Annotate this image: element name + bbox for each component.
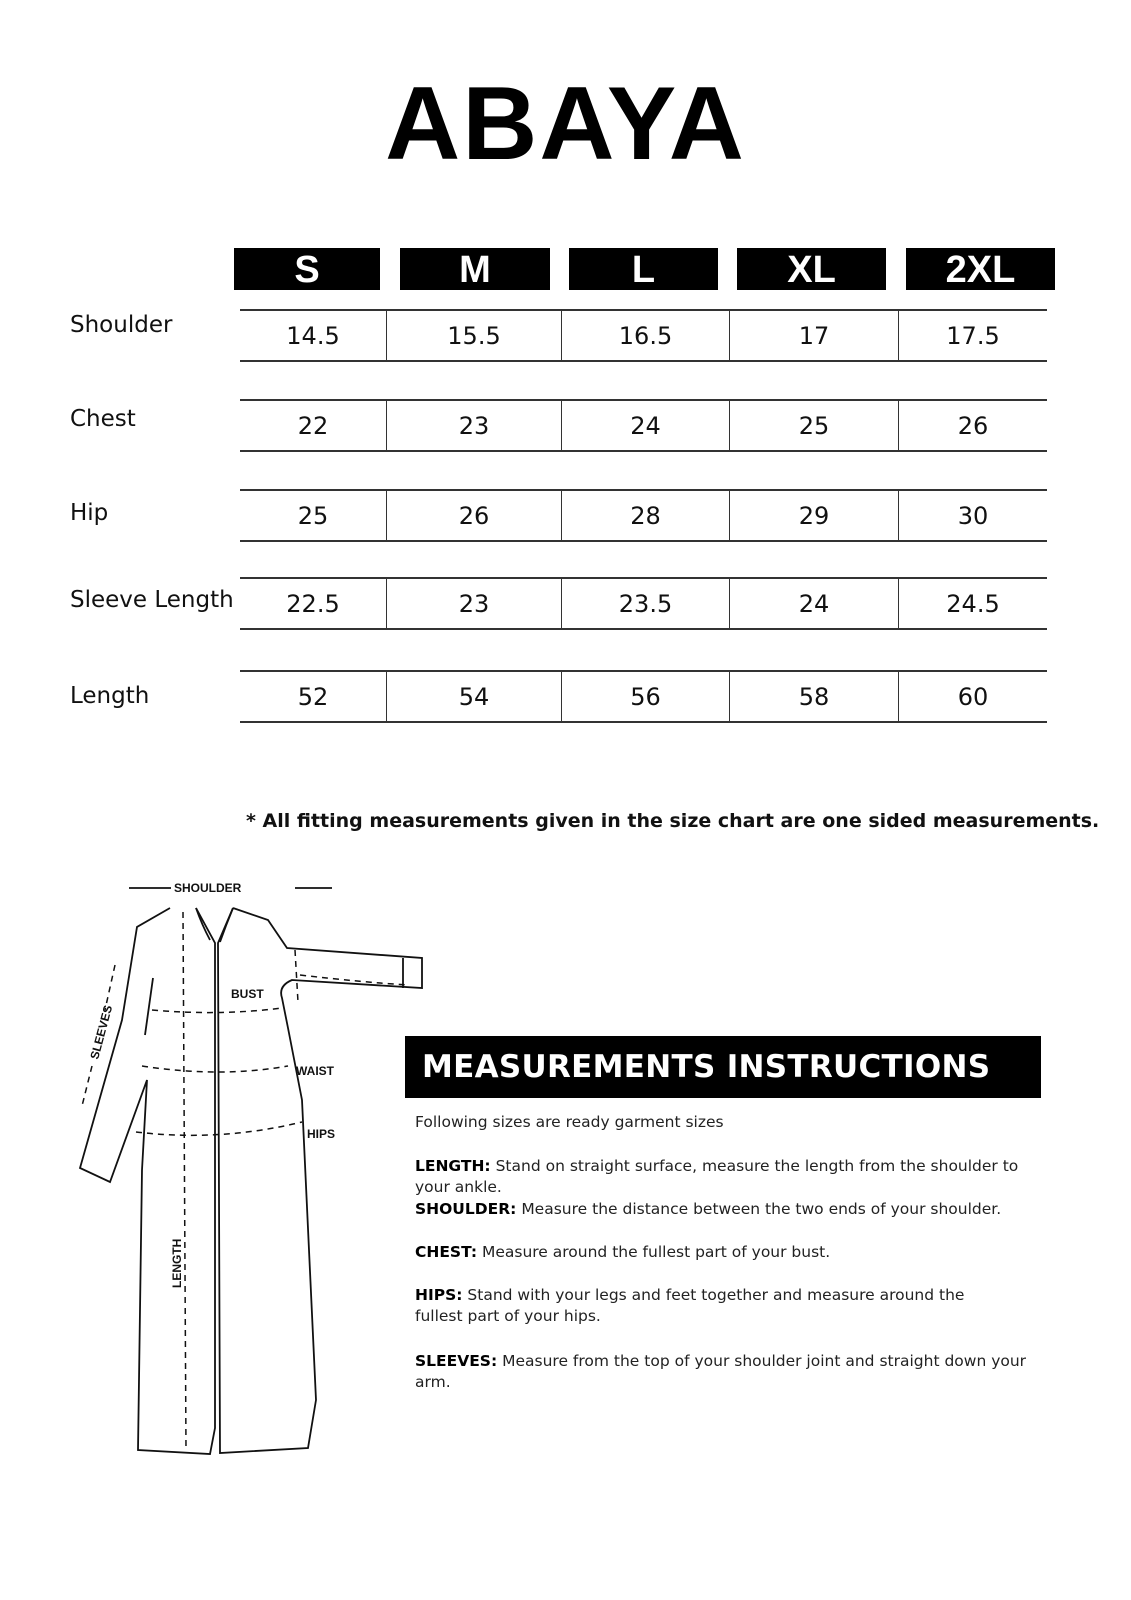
- size-header-xl: XL: [737, 248, 886, 290]
- table-cell: 25: [240, 491, 387, 540]
- table-cell: 58: [730, 672, 899, 721]
- table-cell: 23: [387, 401, 562, 450]
- size-header-m: M: [400, 248, 550, 290]
- instruction-length: [415, 1156, 1055, 1198]
- instruction-text: Measure around the fullest part of your bust.: [481, 1243, 831, 1261]
- table-cell: 29: [730, 491, 899, 540]
- instruction-chest: [415, 1242, 1055, 1263]
- table-cell: 52: [240, 672, 387, 721]
- table-cell: 26: [387, 491, 562, 540]
- size-header-l: L: [569, 248, 718, 290]
- table-cell: 28: [562, 491, 730, 540]
- instruction-hips: [415, 1285, 995, 1327]
- instruction-text: Stand on straight surface, measure the length from the shoulder to your ankle.: [415, 1157, 1019, 1196]
- abaya-outline: [80, 888, 422, 1454]
- table-cell: 17: [730, 311, 899, 360]
- table-cell: 26: [957, 411, 989, 440]
- abaya-diagram: [70, 870, 430, 1460]
- table-cell: 30: [957, 501, 989, 530]
- table-cell: 17.5: [946, 321, 1000, 350]
- size-header-s: S: [234, 248, 380, 290]
- table-row-chest: [240, 399, 1047, 452]
- table-cell: 23: [387, 579, 562, 628]
- row-label-sleeve-length: Sleeve Length: [70, 587, 234, 613]
- table-cell: 16.5: [562, 311, 730, 360]
- instruction-sleeves: [415, 1351, 1055, 1393]
- instruction-term: LENGTH:: [415, 1157, 491, 1175]
- size-header-2xl: 2XL: [906, 248, 1055, 290]
- diagram-label-bust: BUST: [231, 987, 264, 1001]
- instruction-text: Measure from the top of your shoulder joint and straight down your arm.: [415, 1352, 1027, 1391]
- diagram-label-sleeves: SLEEVES: [87, 1003, 116, 1061]
- instructions-intro: Following sizes are ready garment sizes: [415, 1113, 724, 1131]
- page-title: ABAYA: [385, 66, 746, 182]
- table-cell: 24: [562, 401, 730, 450]
- table-cell: 54: [387, 672, 562, 721]
- instruction-term: SLEEVES:: [415, 1352, 498, 1370]
- diagram-label-shoulder: SHOULDER: [174, 881, 242, 895]
- table-cell: 14.5: [240, 311, 387, 360]
- row-label-length: Length: [70, 683, 150, 709]
- instruction-text: Stand with your legs and feet together and measure around the fullest part of your hips.: [415, 1286, 965, 1325]
- table-cell: 22: [240, 401, 387, 450]
- table-cell: 24: [730, 579, 899, 628]
- table-cell: 15.5: [387, 311, 562, 360]
- instruction-term: HIPS:: [415, 1286, 463, 1304]
- row-label-chest: Chest: [70, 406, 136, 432]
- row-label-hip: Hip: [70, 500, 109, 526]
- table-cell: 24.5: [946, 589, 1000, 618]
- instruction-term: SHOULDER:: [415, 1200, 517, 1218]
- instructions-heading: MEASUREMENTS INSTRUCTIONS: [405, 1036, 1041, 1098]
- measurement-note: * All fitting measurements given in the size chart are one sided measurements.: [246, 810, 1100, 832]
- instruction-text: Measure the distance between the two ends of your shoulder.: [521, 1200, 1002, 1218]
- row-label-shoulder: Shoulder: [70, 312, 173, 338]
- table-cell: 25: [730, 401, 899, 450]
- table-cell: 22.5: [240, 579, 387, 628]
- table-row-shoulder: [240, 309, 1047, 362]
- diagram-label-length: LENGTH: [170, 1238, 184, 1288]
- diagram-label-waist: WAIST: [296, 1064, 334, 1078]
- table-row-sleeve-length: [240, 577, 1047, 630]
- table-cell: 60: [957, 682, 989, 711]
- table-cell: 56: [562, 672, 730, 721]
- table-row-length: [240, 670, 1047, 723]
- instruction-term: CHEST:: [415, 1243, 478, 1261]
- instruction-shoulder: [415, 1199, 1055, 1220]
- table-row-hip: [240, 489, 1047, 542]
- table-cell: 23.5: [562, 579, 730, 628]
- diagram-label-hips: HIPS: [307, 1127, 336, 1141]
